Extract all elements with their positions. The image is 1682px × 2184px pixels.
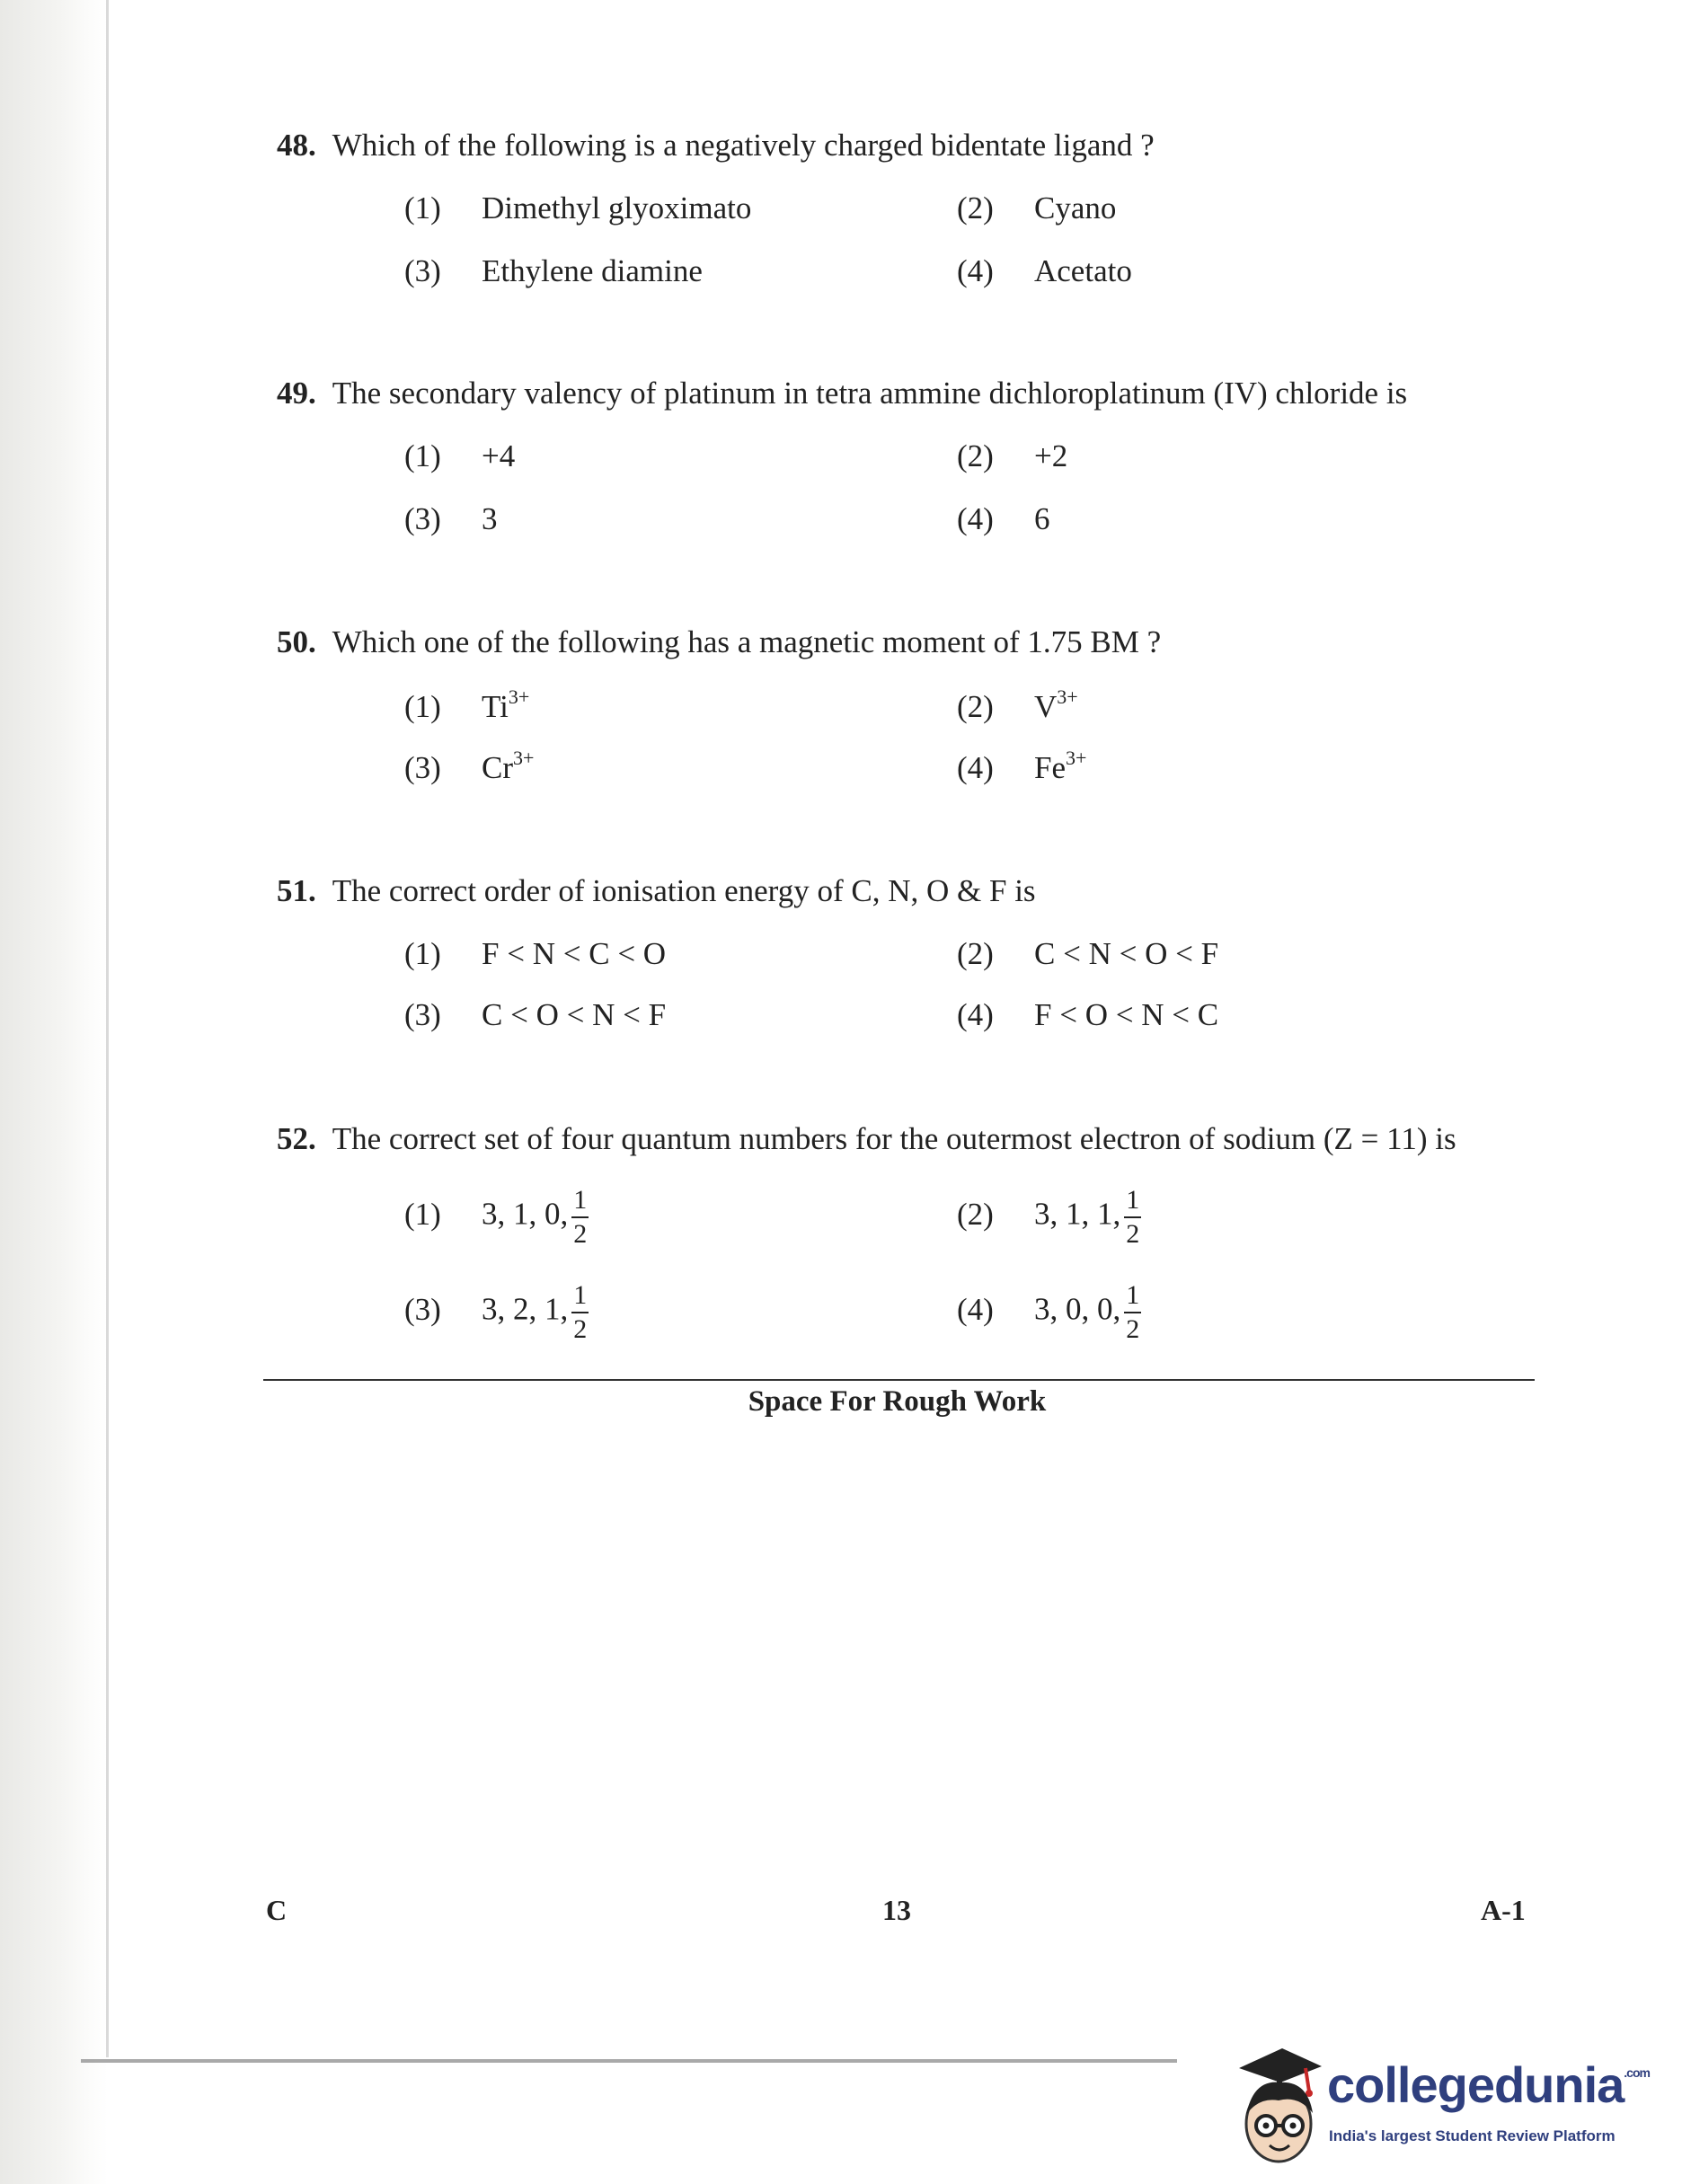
option-3: (3) $Cr^{3+}$ (404, 747, 535, 785)
option-4: (4) 6 (957, 501, 1050, 536)
question-50 (277, 624, 1553, 795)
option-2: (2) C < N < O < F (957, 936, 1219, 971)
footer-booklet-code: C (266, 1894, 288, 1926)
question-text: 52. The correct set of four quantum numbers for the outermost electron of sodium (Z = 11) is (277, 1121, 1456, 1156)
option-3: (3) 3, 2, 1, $\frac{1}{2}$ (404, 1280, 588, 1344)
question-text: 50. Which one of the following has a magnetic moment of 1.75 BM ? (277, 624, 1162, 659)
question-48 (277, 128, 1553, 289)
option-2: (2) Cyano (957, 190, 1117, 225)
option-1: (1) 3, 1, 0, $\frac{1}{2}$ (404, 1185, 588, 1249)
question-51 (277, 873, 1553, 1035)
rough-work-heading: Space For Rough Work (748, 1385, 1047, 1418)
option-1: (1) F < N < C < O (404, 936, 667, 971)
option-4: (4) F < O < N < C (957, 997, 1219, 1032)
brand-tagline: India's largest Student Review Platform (1329, 2127, 1616, 2144)
fraction: $\frac{1}{2}$ (1126, 1280, 1140, 1344)
question-text: 49. The secondary valency of platinum in tetra ammine dichloroplatinum (IV) chloride is (277, 376, 1408, 411)
option-1: (1) +4 (404, 438, 516, 473)
option-2: (2) +2 (957, 438, 1068, 473)
fraction: $\frac{1}{2}$ (573, 1280, 588, 1344)
mascot-icon (1226, 2038, 1327, 2172)
option-4: (4) Acetato (957, 253, 1132, 288)
option-1: (1) Dimethyl glyoximato (404, 190, 752, 225)
fraction: $\frac{1}{2}$ (573, 1185, 588, 1249)
option-3: (3) C < O < N < F (404, 997, 667, 1032)
footer-page-number: 13 (882, 1894, 911, 1926)
question-text: 51. The correct order of ionisation energy of C, N, O & F is (277, 873, 1036, 908)
question-52 (277, 1121, 1553, 1355)
option-3: (3) Ethylene diamine (404, 253, 703, 288)
binding-shadow (0, 0, 108, 2184)
question-text: 48. Which of the following is a negatively charged bidentate ligand ? (277, 128, 1155, 163)
collegedunia-logo (1226, 2038, 1650, 2181)
rough-work-divider (263, 1379, 1535, 1381)
binding-edge (106, 0, 109, 2057)
option-2: (2) $V^{3+}$ (957, 685, 1078, 724)
option-4: (4) $Fe^{3+}$ (957, 747, 1087, 785)
option-1: (1) $Ti^{3+}$ (404, 685, 530, 724)
footer-series-code: A-1 (1481, 1894, 1526, 1926)
question-49 (277, 376, 1553, 537)
option-2: (2) 3, 1, 1, $\frac{1}{2}$ (957, 1185, 1140, 1249)
brand-name: collegedunia$^{.com}$ (1327, 2056, 1650, 2113)
option-4: (4) 3, 0, 0, $\frac{1}{2}$ (957, 1280, 1140, 1344)
scan-bottom-edge (81, 2059, 1177, 2063)
fraction: $\frac{1}{2}$ (1126, 1185, 1140, 1249)
option-3: (3) 3 (404, 501, 498, 536)
